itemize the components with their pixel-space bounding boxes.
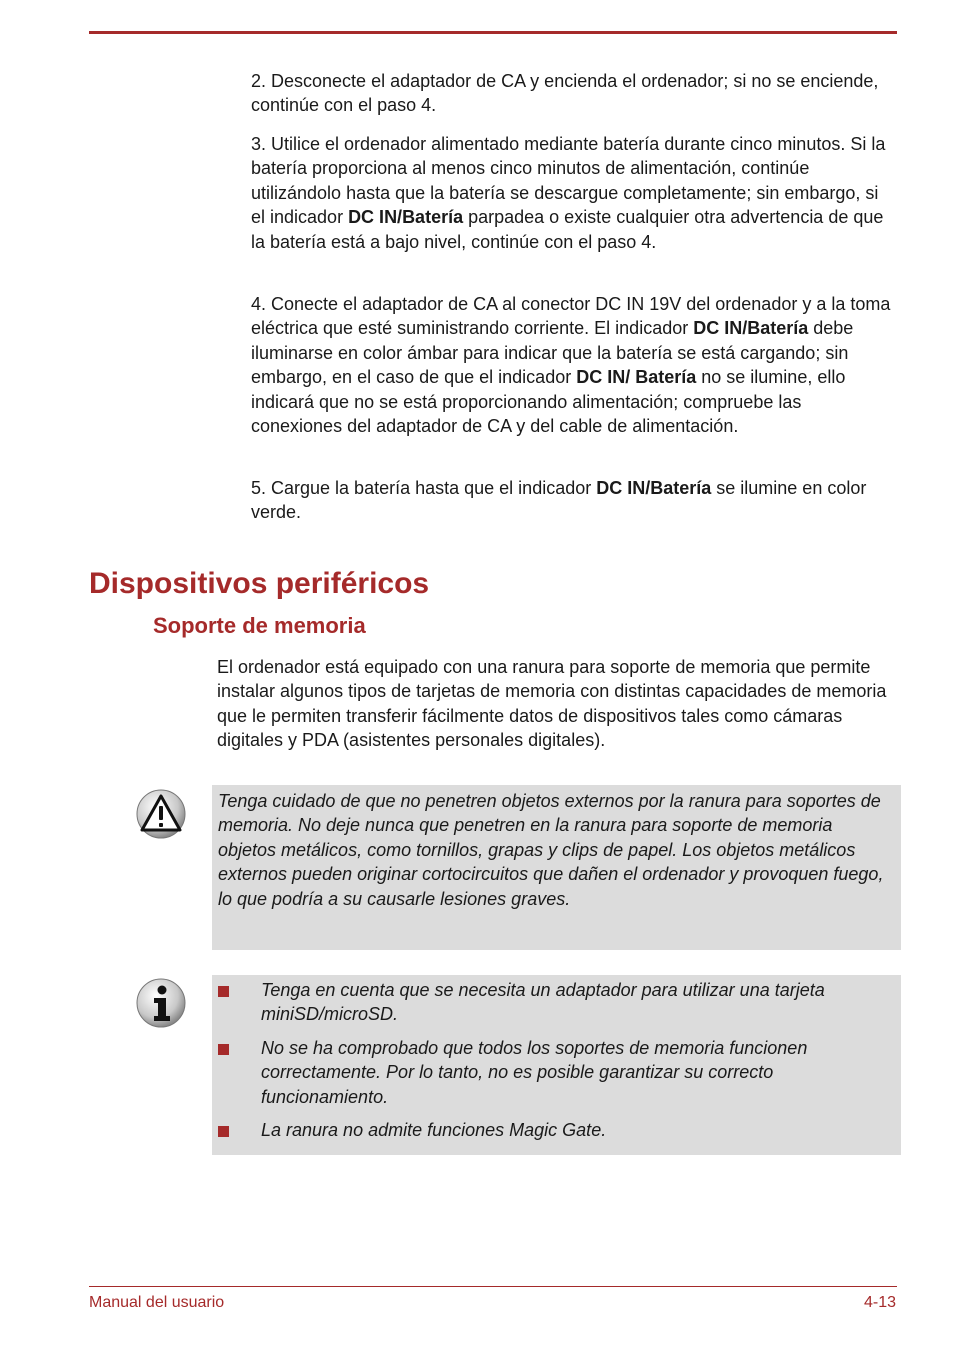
section-body: El ordenador está equipado con una ranura para soporte de memoria que permite instalar algunos tipos de tarjetas de memoria con distintas capacidades de memoria que le permiten transferir fácilmente datos de dispositivos tales como cámaras digitales y PDA (asistentes personales digitales). <box>217 657 887 751</box>
section-title: Dispositivos periféricos <box>89 567 430 600</box>
info-list <box>212 978 901 1151</box>
indicator-name: DC IN/Batería <box>596 478 712 498</box>
indicator-name: DC IN/Batería <box>693 318 809 339</box>
step-text: 4. Conecte el adaptador de CA al conector DC IN 19V del ordenador y a la toma eléctrica que esté suministrando corriente. El indicador <box>251 294 891 339</box>
step-2 <box>251 69 891 118</box>
bullet-square-icon <box>218 1126 229 1137</box>
step-text: 3. Utilice el ordenador alimentado mediante batería durante cinco minutos. Si la batería proporciona al menos cinco minutos de alimentación, continúe utilizándolo hasta que la batería se descargue completamente; sin embargo, si el indicador <box>251 134 886 228</box>
warning-icon <box>136 789 186 839</box>
footer-manual-title: Manual del usuario <box>89 1294 225 1311</box>
bullet-square-icon <box>218 1044 229 1055</box>
info-note <box>212 975 901 1155</box>
list-item: La ranura no admite funciones Magic Gate. <box>212 1118 881 1142</box>
step-text: debe iluminarse en color ámbar para indicar que la batería se está cargando; sin embargo, en el caso de que el indicador <box>251 318 854 388</box>
subsection-title: Soporte de memoria <box>153 613 366 638</box>
step-text: no se ilumine, ello indicará que no se está proporcionando alimentación; compruebe las conexiones del adaptador de CA y del cable de alimentación. <box>251 367 846 437</box>
indicator-name: DC IN/ Batería <box>576 367 697 388</box>
step-4 <box>251 292 891 438</box>
step-text: se ilumine en color verde. <box>251 478 867 523</box>
step-3 <box>251 132 891 254</box>
step-text: 2. Desconecte el adaptador de CA y encienda el ordenador; si no se enciende, continúe con el paso 4. <box>251 71 879 116</box>
step-text: 5. Cargue la batería hasta que el indicador <box>251 478 597 498</box>
warning-text: Tenga cuidado de que no penetren objetos externos por la ranura para soportes de memoria. No deje nunca que penetren en la ranura para soporte de memoria objetos metálicos, como tornillos, grapas y clips de papel. Los objetos metálicos externos pueden originar cortocircuitos que dañen el ordenador y provoquen fuego, lo que podría a su causarle lesiones graves. <box>218 791 884 909</box>
footer-rule <box>89 1286 897 1287</box>
warning-note <box>212 785 901 950</box>
bullet-square-icon <box>218 986 229 997</box>
info-icon <box>136 978 186 1028</box>
page-number: 4-13 <box>863 1294 896 1311</box>
list-item: No se ha comprobado que todos los soportes de memoria funcionen correctamente. Por lo tanto, no es posible garantizar su correcto funcionamiento. <box>212 1036 881 1109</box>
step-5 <box>251 476 891 525</box>
indicator-name: DC IN/Batería <box>348 207 464 228</box>
list-item: Tenga en cuenta que se necesita un adaptador para utilizar una tarjeta miniSD/microSD. <box>212 978 881 1027</box>
header-rule <box>89 31 897 34</box>
step-text: parpadea o existe cualquier otra advertencia de que la batería está a bajo nivel, continúe con el paso 4. <box>251 207 884 252</box>
